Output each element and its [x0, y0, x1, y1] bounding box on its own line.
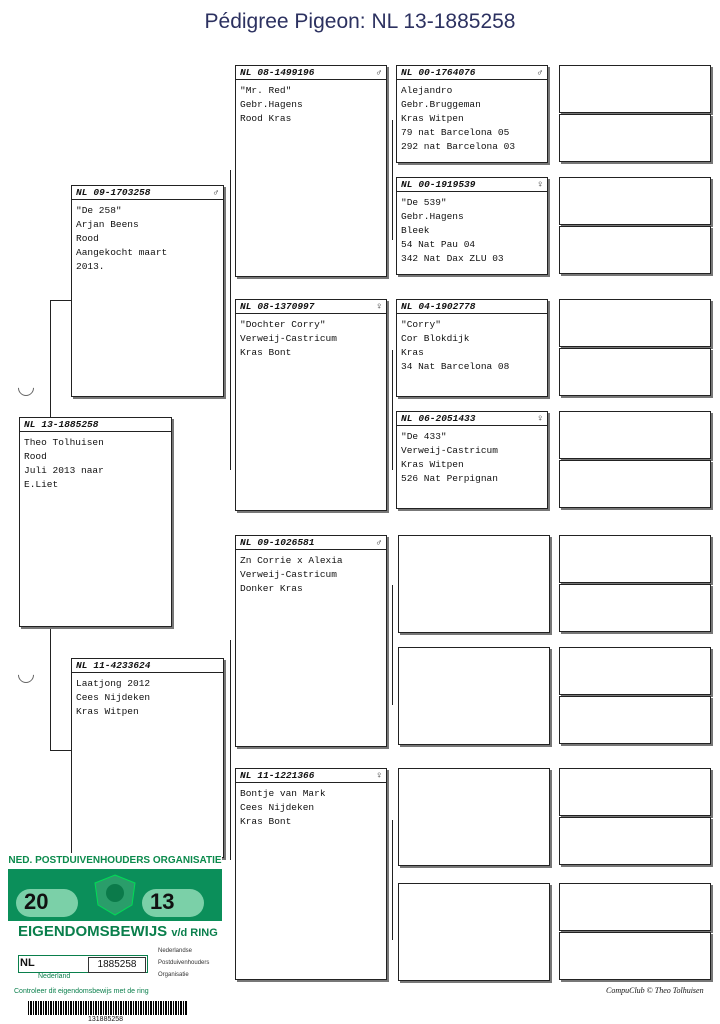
- info-line: Zn Corrie x Alexia: [240, 555, 343, 566]
- page-title: Pédigree Pigeon: NL 13-1885258: [204, 10, 516, 33]
- pigeon-father: [71, 185, 224, 397]
- female-icon: ♀: [376, 769, 382, 781]
- connector: [392, 585, 393, 705]
- ring-number: 00-1764076: [418, 66, 476, 78]
- pigeon-empty: [559, 932, 711, 980]
- credit-text: CompuClub © Theo Tolhuisen: [606, 986, 704, 995]
- info-line: Laatjong 2012: [76, 678, 151, 689]
- card-ring-number: 1885258: [88, 957, 146, 973]
- pigeon-empty: [559, 696, 711, 744]
- country-code: NL: [76, 186, 88, 198]
- female-icon: ♀: [537, 412, 543, 424]
- info-line: Gebr.Bruggeman: [401, 99, 481, 110]
- ring-number: 13-1885258: [41, 418, 99, 430]
- pigeon-empty: [559, 883, 711, 931]
- pigeon-empty: [559, 411, 711, 459]
- pigeon-mf: [235, 535, 387, 747]
- barcode-number: 131885258: [88, 1016, 124, 1023]
- info-line: Cees Nijdeken: [240, 802, 315, 813]
- info-line: Rood: [24, 451, 47, 462]
- ring-number: 09-1703258: [93, 186, 151, 198]
- info-line: Kras Witpen: [401, 113, 464, 124]
- info-line: Theo Tolhuisen: [24, 437, 104, 448]
- info-line: 54 Nat Pau 04: [401, 239, 476, 250]
- info-line: Aangekocht maart: [76, 247, 168, 258]
- pigeon-empty: [559, 226, 711, 274]
- info-line: "De 258": [76, 205, 122, 216]
- pigeon-empty: [559, 584, 711, 632]
- ring-number: 09-1026581: [257, 536, 315, 548]
- ring-number: 11-1221366: [257, 769, 315, 781]
- info-line: Gebr.Hagens: [401, 211, 464, 222]
- info-line: Verweij-Castricum: [240, 569, 337, 580]
- barcode-icon: [28, 1001, 188, 1015]
- ring-number: 06-2051433: [418, 412, 476, 424]
- country-code: NL: [401, 300, 413, 312]
- country-code: NL: [240, 536, 252, 548]
- info-line: 2013.: [76, 261, 105, 272]
- lion-crest-icon: [90, 873, 140, 917]
- pigeon-empty: [559, 647, 711, 695]
- info-line: Bontje van Mark: [240, 788, 326, 799]
- info-line: Kras Witpen: [76, 706, 139, 717]
- pigeon-ff: [235, 65, 387, 277]
- card-control-text: Controleer dit eigendomsbewijs met de ring: [14, 988, 149, 995]
- pigeon-empty: [559, 535, 711, 583]
- connector: [50, 750, 72, 751]
- connector: [230, 640, 231, 860]
- male-icon: ♂: [213, 186, 219, 198]
- connector: [392, 820, 393, 940]
- info-line: Verweij-Castricum: [240, 333, 337, 344]
- card-title-main: EIGENDOMSBEWIJS: [18, 923, 168, 940]
- info-line: Cees Nijdeken: [76, 692, 151, 703]
- connector: [50, 625, 51, 750]
- info-line: "Dochter Corry": [240, 319, 326, 330]
- connector: [230, 170, 231, 470]
- info-line: 526 Nat Perpignan: [401, 473, 498, 484]
- info-line: "Corry": [401, 319, 441, 330]
- pigeon-empty: [559, 114, 711, 162]
- info-line: Kras Bont: [240, 347, 292, 358]
- country-code: NL: [240, 769, 252, 781]
- female-icon: ♀: [537, 178, 543, 190]
- pigeon-fmf: [396, 299, 548, 397]
- year-left: 20: [24, 889, 49, 914]
- punch-hole: [15, 377, 38, 400]
- info-line: Kras Witpen: [401, 459, 464, 470]
- connector: [392, 350, 393, 470]
- info-line: Rood: [76, 233, 99, 244]
- male-icon: ♂: [376, 66, 382, 78]
- pigeon-empty: [398, 535, 550, 633]
- pigeon-subject: [19, 417, 172, 627]
- card-region: Nederland: [38, 973, 71, 980]
- info-line: Arjan Beens: [76, 219, 139, 230]
- info-line: E.Liet: [24, 479, 59, 490]
- year-right: 13: [150, 889, 175, 914]
- info-line: Gebr.Hagens: [240, 99, 303, 110]
- legend-line: Postduivenhouders: [158, 960, 210, 966]
- info-line: 342 Nat Dax ZLU 03: [401, 253, 504, 264]
- pigeon-fff: [396, 65, 548, 163]
- pigeon-empty: [559, 768, 711, 816]
- ring-number: 11-4233624: [93, 659, 151, 671]
- pigeon-fm: [235, 299, 387, 511]
- connector: [392, 120, 393, 240]
- info-line: "De 433": [401, 431, 447, 442]
- card-country: NL: [20, 957, 35, 969]
- info-line: "Mr. Red": [240, 85, 292, 96]
- card-legend: [158, 945, 209, 981]
- punch-hole: [15, 664, 38, 687]
- country-code: NL: [401, 412, 413, 424]
- legend-line: Organisatie: [158, 972, 189, 978]
- info-line: Bleek: [401, 225, 430, 236]
- ownership-card: [8, 853, 222, 1024]
- ring-number: 00-1919539: [418, 178, 476, 190]
- info-line: "De 539": [401, 197, 447, 208]
- pigeon-empty: [559, 177, 711, 225]
- pigeon-empty: [559, 817, 711, 865]
- ring-number: 08-1499196: [257, 66, 315, 78]
- card-org: NED. POSTDUIVENHOUDERS ORGANISATIE: [8, 855, 222, 866]
- pigeon-empty: [559, 299, 711, 347]
- pigeon-ffm: [396, 177, 548, 275]
- female-icon: ♀: [376, 300, 382, 312]
- legend-line: Nederlandse: [158, 948, 193, 954]
- pigeon-empty: [398, 768, 550, 866]
- info-line: 34 Nat Barcelona 08: [401, 361, 510, 372]
- info-line: Donker Kras: [240, 583, 303, 594]
- info-line: Rood Kras: [240, 113, 292, 124]
- info-line: Verweij-Castricum: [401, 445, 498, 456]
- connector: [50, 300, 72, 301]
- pigeon-empty: [398, 647, 550, 745]
- info-line: Kras Bont: [240, 816, 292, 827]
- info-line: Alejandro: [401, 85, 453, 96]
- male-icon: ♂: [376, 536, 382, 548]
- pigeon-mm: [235, 768, 387, 980]
- pigeon-empty: [398, 883, 550, 981]
- ring-number: 04-1902778: [418, 300, 476, 312]
- country-code: NL: [24, 418, 36, 430]
- pigeon-fmm: [396, 411, 548, 509]
- male-icon: ♂: [537, 66, 543, 78]
- pigeon-empty: [559, 348, 711, 396]
- country-code: NL: [240, 300, 252, 312]
- info-line: Juli 2013 naar: [24, 465, 104, 476]
- ring-number: 08-1370997: [257, 300, 315, 312]
- country-code: NL: [401, 66, 413, 78]
- pigeon-empty: [559, 65, 711, 113]
- country-code: NL: [401, 178, 413, 190]
- pigeon-empty: [559, 460, 711, 508]
- country-code: NL: [76, 659, 88, 671]
- info-line: Cor Blokdijk: [401, 333, 470, 344]
- info-line: Kras: [401, 347, 424, 358]
- country-code: NL: [240, 66, 252, 78]
- connector: [50, 300, 51, 418]
- pigeon-mother: [71, 658, 224, 858]
- info-line: 292 nat Barcelona 03: [401, 141, 516, 152]
- card-title-suffix: v/d RING: [171, 927, 218, 939]
- info-line: 79 nat Barcelona 05: [401, 127, 510, 138]
- card-title: [18, 923, 218, 940]
